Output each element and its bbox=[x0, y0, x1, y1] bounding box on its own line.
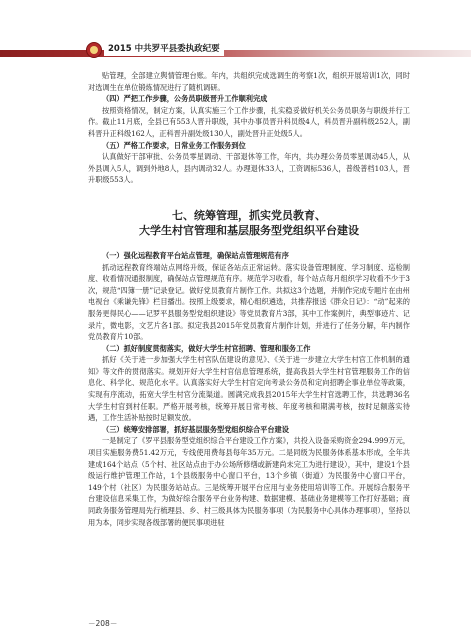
party-emblem-icon bbox=[86, 42, 102, 58]
paragraph: 一是制定了《罗平县服务型党组织综合平台建设工作方案》，共投入设备采购资金294.999万元，项目实施服务费51.42万元，专线使用费每县每年35万元。二是同级为民服务体系基本形成，全年共建成164个站点（5个村、社区站点由于办公场所修缮或新建尚未完工为进行建设），其中，建设1个县级运行维护管理工作站，1个县级服务中心窗口平台，13个乡镇（街道）为民服务中心窗口平台，149个村（社区）为民服务站站点。三是统筹开展平台应用与业务使用培训等工作。开展综合服务平台建设信息采集工作，为做好综合服务平台业务构建、数据建模、基础业务建模等工作打好基础；商同政务服务管理局先行梳理县、乡、村三级具体为民服务事项（为民服务中心具体办理事项），坚持以用为本，同步实现各级部署的便民事项进驻 bbox=[88, 436, 410, 527]
paragraph: 抓动远程教育终端站点网络升级，保证各站点正常运转。落实设备管理制度、学习制度、巡检制度、收看情况通报制度，确保站点管理规范有序。规范学习收看，每个站点每月组织学习收看不少于3次，规范“四簿一册”记录登记。做好党员教育片制作工作。共拟这3个选题，并制作完成专题片在由州电视台《乘谦先锋》栏目播出。按照上级要求，精心组织遴选，共推荐报送《胖众日记》：“动”起来的服务更得民心——记罗平县服务型党组织建设》等党员教育片3部，其中工作案例片，典型事迹片、记录片，微电影，文艺片各1部。拟定我县2015年党员教育片制作计划，并进行了任务分解，年内制作党员教育片10部。 bbox=[88, 262, 410, 342]
paragraph: 认真做好干部审批、公务员零星调动、干部退休等工作，年内，共办理公务员零星调动45人，从外县调入5人，调到外地8人，县内调动32人。办理退休33人，工资调标536人，普级普档103人，晋升职级553人。 bbox=[88, 152, 410, 185]
subsection-heading: （四）严把工作步骤，公务员职级晋升工作顺利完成 bbox=[102, 94, 268, 104]
subsection-heading: （三）统筹安排部署，抓好基层服务型党组织综合平台建设 bbox=[102, 424, 289, 434]
paragraph: 贴管理，全部建立舆情管理台账。年内，共组织完成选调生的考察1次，组织开展培训1次，同时对选调生在单位锻炼情况进行了随机调研。 bbox=[88, 71, 410, 92]
paragraph: 按照资格情况，制定方案，认真实施三个工作步骤，扎实稳妥做好机关公务员职务与职级并行工作。截止11月底，全县已有553人晋升职级，其中办事员晋升科员级4人，科员晋升副科级252人，副科晋升正科级162人，正科晋升副处级130人，副处晋升正处级5人。 bbox=[88, 105, 410, 138]
paragraph: 抓好《关于进一步加强大学生村官队伍建设的意见》、《关于进一步建立大学生村官工作机制的通知》等文件的贯彻落实。规划开好大学生村官信息管理系统，提高我县大学生村官管理服务工作的信息化、科学化、规范化水平。认真落实好大学生村官定向考录公务员和定向招聘企事业单位等政策，实现有序流动，拓宽大学生村官分流渠道。圆满完成我县2015年大学生村官选聘工作，共选聘36名大学生村官到村任职。严格开展考核，统筹开展日常考核、年度考核和期满考核，按时足额落实待遇，工作生活补贴按时足额发放。 bbox=[88, 355, 410, 423]
header-title: 2015 中共罗平县委执政纪要 bbox=[104, 42, 224, 56]
subsection-heading: （二）抓好制度贯彻落实，做好大学生村官招聘、管理和服务工作 bbox=[102, 343, 311, 353]
header-stripe bbox=[0, 50, 471, 57]
page-number: －208－ bbox=[88, 619, 118, 628]
chapter-title-line1: 七、统筹管理，抓实党员教育、 bbox=[172, 208, 326, 222]
running-header bbox=[0, 42, 471, 58]
chapter-title-line2: 大学生村官管理和基层服务型党组织平台建设 bbox=[139, 223, 359, 237]
subsection-heading: （一）强化远程教育平台站点管理，确保站点管理规范有序 bbox=[102, 250, 289, 260]
page-body bbox=[88, 70, 410, 528]
subsection-heading: （五）严格工作要求，日常业务工作服务到位 bbox=[102, 140, 246, 150]
